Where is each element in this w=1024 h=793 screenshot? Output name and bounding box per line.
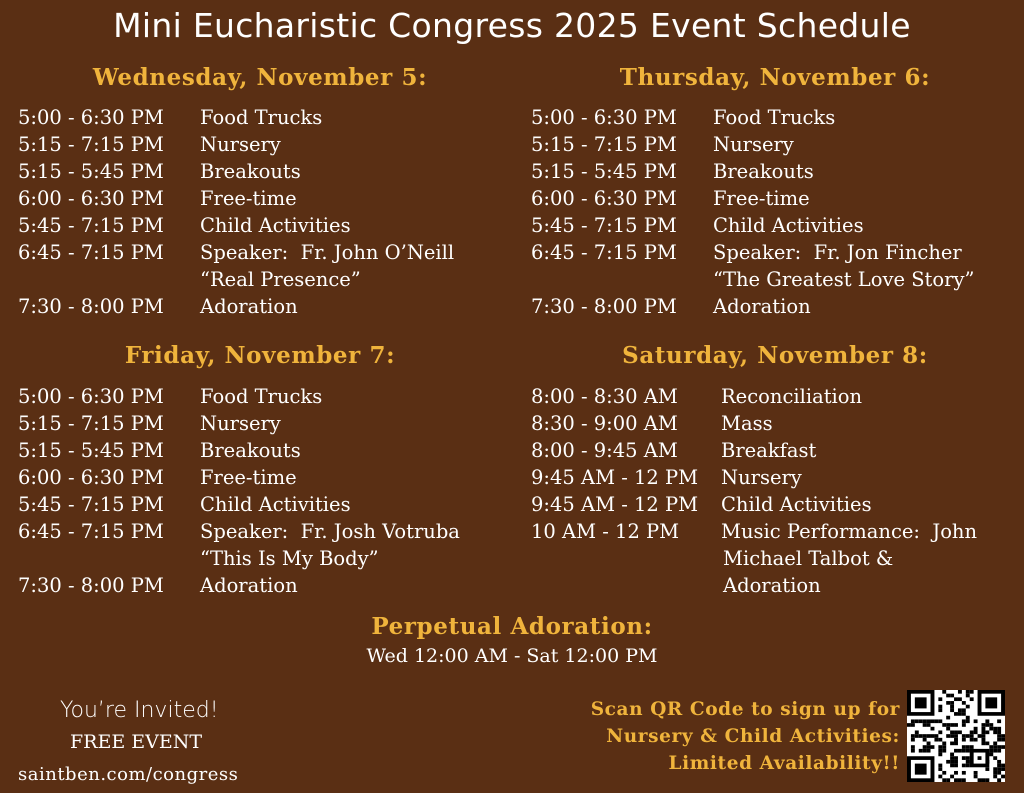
row-time: 9:45 AM - 12 PM: [531, 493, 699, 516]
row-time: 7:30 - 8:00 PM: [18, 295, 164, 318]
perpetual-adoration-heading: Perpetual Adoration:: [371, 613, 653, 640]
schedule-row-continuation: [531, 545, 977, 572]
schedule-row: [531, 464, 977, 491]
schedule-row: [18, 518, 460, 545]
row-time: 5:15 - 7:15 PM: [18, 133, 164, 156]
row-activity: Breakouts: [200, 160, 301, 183]
qr-instructions-line: Nursery & Child Activities:: [606, 726, 900, 747]
row-activity: Adoration: [723, 574, 821, 597]
schedule-row-continuation: [531, 572, 977, 599]
row-activity: Free-time: [200, 466, 297, 489]
row-time: 5:45 - 7:15 PM: [18, 493, 164, 516]
schedule-row-continuation: [18, 545, 460, 572]
row-activity: Adoration: [713, 295, 811, 318]
row-activity: Food Trucks: [200, 106, 323, 129]
row-time: 10 AM - 12 PM: [531, 520, 680, 543]
row-time: 5:15 - 5:45 PM: [531, 160, 677, 183]
row-activity: Free-time: [200, 187, 297, 210]
schedule-row: [531, 104, 974, 131]
row-time: 7:30 - 8:00 PM: [18, 574, 164, 597]
row-time: 8:30 - 9:00 AM: [531, 412, 678, 435]
qr-instructions: [591, 696, 900, 777]
row-activity: Food Trucks: [713, 106, 836, 129]
row-time: 5:15 - 7:15 PM: [18, 412, 164, 435]
row-time: 5:15 - 5:45 PM: [18, 439, 164, 462]
row-activity: Nursery: [200, 133, 281, 156]
row-activity: “The Greatest Love Story”: [713, 268, 975, 291]
schedule-row: [18, 185, 454, 212]
row-time: 9:45 AM - 12 PM: [531, 466, 699, 489]
row-activity: Mass: [721, 412, 773, 435]
row-time: 8:00 - 8:30 AM: [531, 385, 678, 408]
row-activity: Child Activities: [200, 214, 351, 237]
row-activity: Speaker: Fr. Josh Votruba: [200, 520, 460, 543]
row-activity: Michael Talbot &: [723, 547, 894, 570]
schedule-row: [531, 185, 974, 212]
day-heading-friday: Friday, November 7:: [124, 342, 396, 369]
row-activity: Breakouts: [200, 439, 301, 462]
schedule-row: [531, 212, 974, 239]
schedule-friday: [18, 383, 460, 599]
schedule-row: [531, 518, 977, 545]
qr-code-icon[interactable]: [907, 690, 1005, 782]
schedule-row: [531, 293, 974, 320]
row-time: 5:00 - 6:30 PM: [531, 106, 677, 129]
row-time: 7:30 - 8:00 PM: [531, 295, 677, 318]
row-activity: Child Activities: [200, 493, 351, 516]
row-activity: “This Is My Body”: [200, 547, 379, 570]
schedule-row: [18, 158, 454, 185]
row-activity: Nursery: [200, 412, 281, 435]
row-activity: Adoration: [200, 574, 298, 597]
row-time: 6:00 - 6:30 PM: [531, 187, 677, 210]
row-time: 5:00 - 6:30 PM: [18, 106, 164, 129]
schedule-thursday: [531, 104, 974, 320]
day-heading-saturday: Saturday, November 8:: [622, 342, 928, 369]
schedule-saturday: [531, 383, 977, 599]
row-activity: Nursery: [721, 466, 802, 489]
row-activity: Speaker: Fr. John O’Neill: [200, 241, 455, 264]
row-activity: Free-time: [713, 187, 810, 210]
schedule-row-continuation: [531, 266, 974, 293]
schedule-row: [18, 572, 460, 599]
row-activity: Speaker: Fr. Jon Fincher: [713, 241, 962, 264]
schedule-row: [531, 491, 977, 518]
schedule-row: [531, 131, 974, 158]
page-title: Mini Eucharistic Congress 2025 Event Schedule: [113, 6, 911, 45]
day-heading-thursday: Thursday, November 6:: [619, 64, 931, 91]
row-time: 5:15 - 7:15 PM: [531, 133, 677, 156]
schedule-row-continuation: [18, 266, 454, 293]
schedule-row: [18, 212, 454, 239]
row-time: 5:15 - 5:45 PM: [18, 160, 164, 183]
row-activity: Music Performance: John: [721, 520, 978, 543]
row-time: 6:45 - 7:15 PM: [18, 241, 164, 264]
day-heading-wednesday: Wednesday, November 5:: [92, 64, 428, 91]
row-activity: Nursery: [713, 133, 794, 156]
invite-text: You’re Invited!: [60, 698, 219, 723]
schedule-wednesday: [18, 104, 454, 320]
row-time: 5:45 - 7:15 PM: [531, 214, 677, 237]
schedule-row: [18, 383, 460, 410]
schedule-row: [18, 410, 460, 437]
row-activity: “Real Presence”: [200, 268, 361, 291]
schedule-row: [18, 464, 460, 491]
row-time: 5:45 - 7:15 PM: [18, 214, 164, 237]
row-activity: Breakouts: [713, 160, 814, 183]
free-event-text: FREE EVENT: [70, 731, 203, 753]
row-activity: Food Trucks: [200, 385, 323, 408]
row-activity: Adoration: [200, 295, 298, 318]
schedule-row: [531, 383, 977, 410]
schedule-row: [531, 437, 977, 464]
row-activity: Child Activities: [721, 493, 872, 516]
schedule-row: [18, 104, 454, 131]
row-activity: Reconciliation: [721, 385, 863, 408]
row-time: 6:00 - 6:30 PM: [18, 187, 164, 210]
schedule-row: [18, 239, 454, 266]
schedule-row: [531, 410, 977, 437]
row-time: 8:00 - 9:45 AM: [531, 439, 678, 462]
schedule-row: [18, 437, 460, 464]
schedule-row: [531, 158, 974, 185]
qr-instructions-line: Scan QR Code to sign up for: [590, 699, 900, 720]
website-link[interactable]: saintben.com/congress: [18, 764, 239, 785]
schedule-row: [18, 491, 460, 518]
row-time: 6:00 - 6:30 PM: [18, 466, 164, 489]
row-activity: Child Activities: [713, 214, 864, 237]
row-time: 6:45 - 7:15 PM: [18, 520, 164, 543]
row-time: 5:00 - 6:30 PM: [18, 385, 164, 408]
schedule-row: [531, 239, 974, 266]
row-time: 6:45 - 7:15 PM: [531, 241, 677, 264]
qr-instructions-line: Limited Availability!!: [668, 753, 900, 774]
schedule-row: [18, 293, 454, 320]
qr-code-graphic: [907, 690, 1005, 782]
perpetual-adoration-time: Wed 12:00 AM - Sat 12:00 PM: [366, 645, 658, 667]
row-activity: Breakfast: [721, 439, 817, 462]
schedule-row: [18, 131, 454, 158]
